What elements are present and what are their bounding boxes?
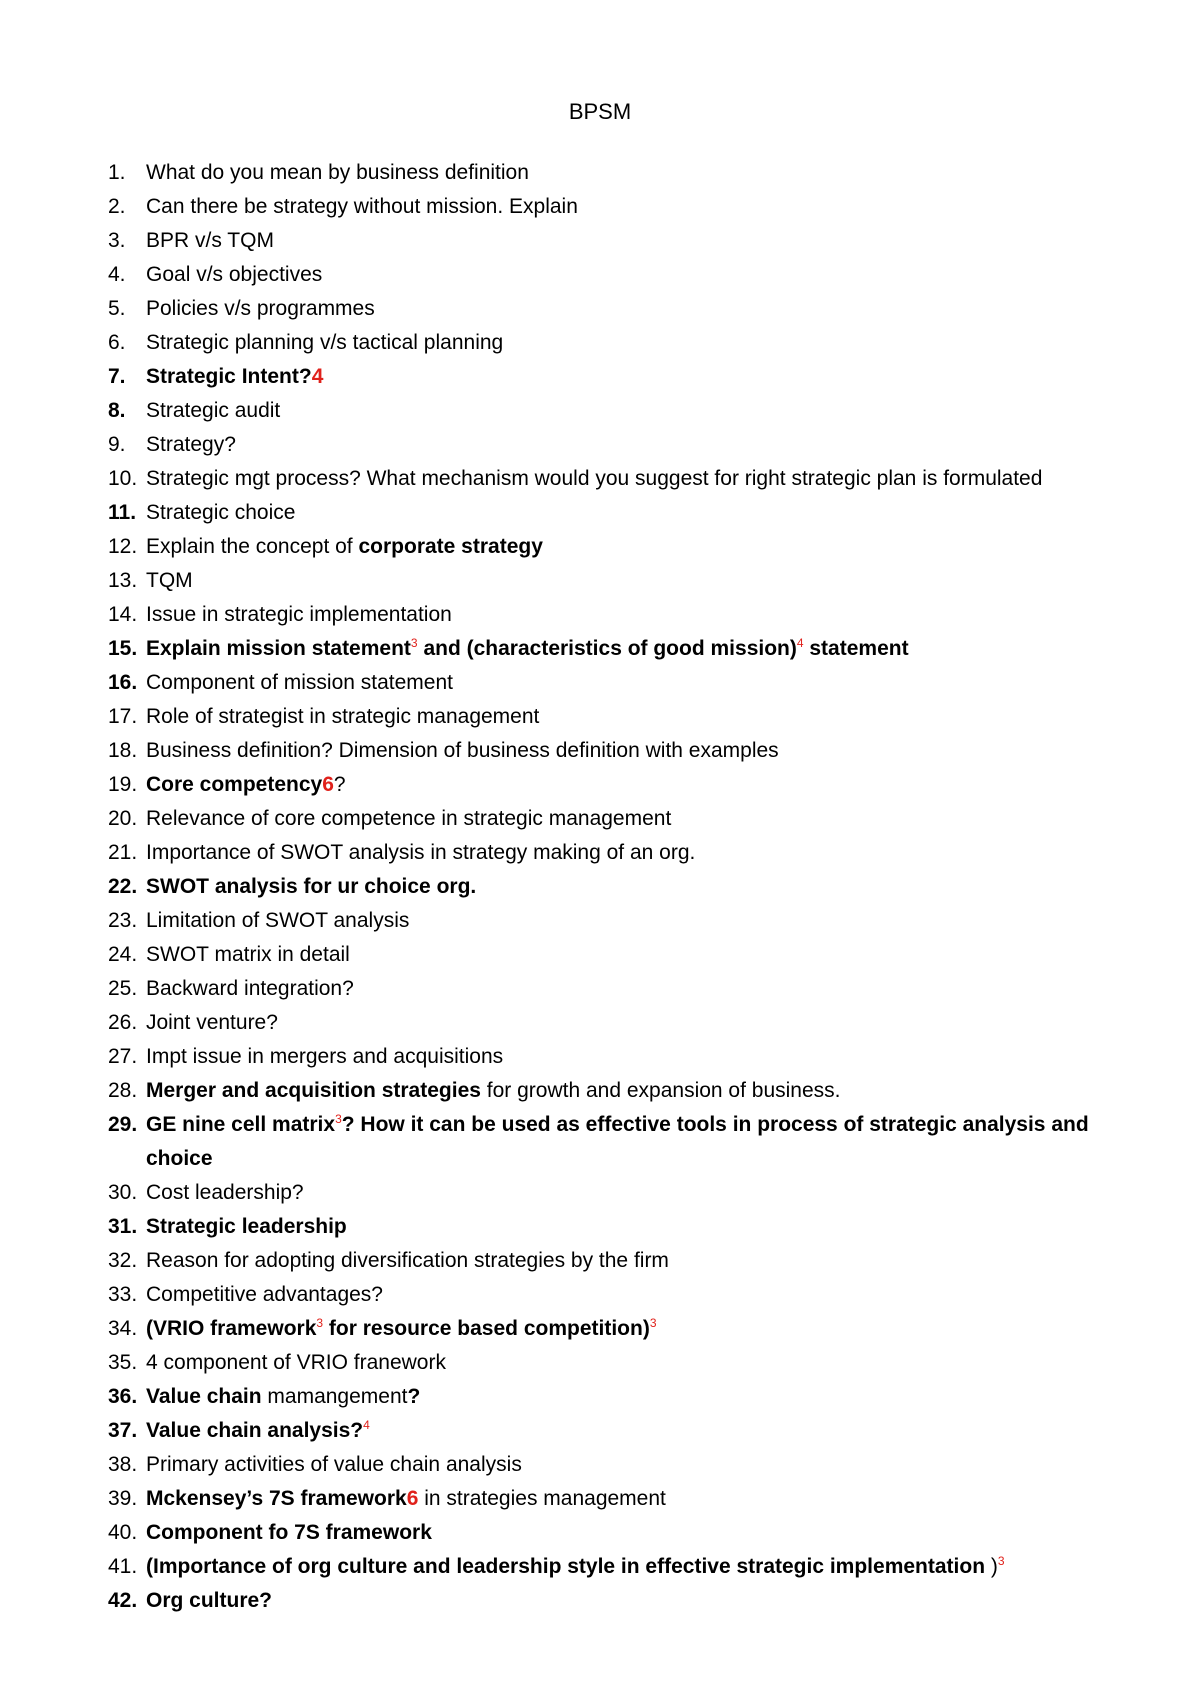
question-text: Reason for adopting diversification strategies by the firm	[146, 1249, 669, 1272]
document-title: BPSM	[568, 99, 632, 124]
question-number: 22.	[108, 875, 138, 898]
question-item	[108, 768, 1108, 802]
question-text: TQM	[146, 569, 193, 592]
question-text: Strategic audit	[146, 399, 281, 422]
question-item	[108, 1414, 1108, 1448]
question-item	[108, 802, 1108, 836]
question-text: Policies v/s programmes	[146, 297, 375, 320]
question-text: and (characteristics of good mission)	[417, 637, 797, 660]
question-number: 26.	[108, 1011, 138, 1034]
question-item	[108, 496, 1108, 530]
question-number: 12.	[108, 535, 138, 558]
question-number: 9.	[108, 433, 126, 456]
question-item	[108, 598, 1108, 632]
question-number: 29.	[108, 1113, 138, 1136]
question-text: in strategies management	[418, 1487, 666, 1510]
question-text: BPR v/s TQM	[146, 229, 274, 252]
question-text: statement	[803, 637, 909, 660]
question-text: Strategic mgt process? What mechanism would you suggest for right strategic plan is formulated	[146, 467, 1043, 490]
question-item	[108, 734, 1108, 768]
question-number: 38.	[108, 1453, 138, 1476]
question-number: 1.	[108, 161, 126, 184]
question-text: )	[985, 1555, 998, 1578]
question-number: 25.	[108, 977, 138, 1000]
question-number: 24.	[108, 943, 138, 966]
question-text: Value chain	[146, 1385, 262, 1408]
question-number: 36.	[108, 1385, 138, 1408]
question-number: 15.	[108, 637, 138, 660]
question-text: Strategy?	[146, 433, 236, 456]
question-text: Org culture?	[146, 1589, 273, 1612]
question-number: 40.	[108, 1521, 138, 1544]
question-text: ? How it can be used as effective tools in process of strategic analysis and choice	[146, 1113, 1089, 1170]
question-text: (VRIO framework	[146, 1317, 317, 1340]
question-number: 20.	[108, 807, 138, 830]
question-text: 4 component of VRIO franework	[146, 1351, 446, 1374]
question-item	[108, 1448, 1108, 1482]
question-item	[108, 326, 1108, 360]
question-text: for growth and expansion of business.	[480, 1079, 841, 1102]
question-item	[108, 972, 1108, 1006]
question-item	[108, 1346, 1108, 1380]
question-number: 23.	[108, 909, 138, 932]
question-item	[108, 1482, 1108, 1516]
mark-superscript: 3	[335, 1112, 342, 1126]
question-text: ?	[333, 773, 346, 796]
question-item	[108, 564, 1108, 598]
question-item	[108, 1210, 1108, 1244]
question-item	[108, 1040, 1108, 1074]
question-number: 7.	[108, 365, 126, 388]
question-text: Issue in strategic implementation	[146, 603, 452, 626]
question-text: Backward integration?	[146, 977, 354, 1000]
question-item	[108, 666, 1108, 700]
question-text: GE nine cell matrix	[146, 1113, 336, 1136]
mark-superscript: 3	[649, 1316, 657, 1330]
question-text: Competitive advantages?	[146, 1283, 383, 1306]
question-text: corporate strategy	[358, 535, 543, 558]
question-number: 37.	[108, 1419, 138, 1442]
question-text: Primary activities of value chain analysis	[146, 1453, 522, 1476]
question-number: 32.	[108, 1249, 138, 1272]
question-number: 33.	[108, 1283, 138, 1306]
question-text: Strategic planning v/s tactical planning	[146, 331, 504, 354]
mark-number: 4	[311, 365, 324, 388]
question-text: Cost leadership?	[146, 1181, 304, 1204]
question-item	[108, 700, 1108, 734]
question-text: (Importance of org culture and leadership style in effective strategic implementation	[146, 1555, 986, 1578]
question-item	[108, 938, 1108, 972]
question-number: 42.	[108, 1589, 138, 1612]
question-number: 11.	[108, 501, 137, 524]
question-text: Mckensey’s 7S framework	[146, 1487, 407, 1510]
question-number: 21.	[108, 841, 138, 864]
question-item	[108, 1516, 1108, 1550]
question-item	[108, 292, 1108, 326]
question-item	[108, 1550, 1108, 1584]
question-item	[108, 394, 1108, 428]
question-text: SWOT analysis for ur choice org.	[146, 875, 477, 898]
question-item	[108, 1312, 1108, 1346]
question-text: Value chain analysis?	[146, 1419, 364, 1442]
question-number: 18.	[108, 739, 138, 762]
mark-superscript: 3	[316, 1316, 324, 1330]
question-item	[108, 1006, 1108, 1040]
question-text: Explain mission statement	[146, 637, 411, 660]
question-list	[108, 156, 1108, 1618]
question-text: Impt issue in mergers and acquisitions	[146, 1045, 504, 1068]
question-text: Explain the concept of	[146, 535, 359, 558]
question-item	[108, 1278, 1108, 1312]
question-number: 28.	[108, 1079, 138, 1102]
question-number: 3.	[108, 229, 126, 252]
question-item	[108, 258, 1108, 292]
question-text: mamangement	[261, 1385, 408, 1408]
question-number: 30.	[108, 1181, 138, 1204]
question-number: 5.	[108, 297, 126, 320]
question-number: 35.	[108, 1351, 138, 1374]
question-text: Business definition? Dimension of business definition with examples	[146, 739, 779, 762]
question-number: 27.	[108, 1045, 138, 1068]
question-item	[108, 1380, 1108, 1414]
mark-number: 6	[406, 1487, 419, 1510]
question-item	[108, 462, 1108, 496]
question-item	[108, 1176, 1108, 1210]
question-text: Can there be strategy without mission. Explain	[146, 195, 578, 218]
question-text: for resource based competition)	[323, 1317, 650, 1340]
question-number: 8.	[108, 399, 126, 422]
question-text: Core competency	[146, 773, 323, 796]
question-text: Relevance of core competence in strategic management	[146, 807, 672, 830]
mark-superscript: 3	[997, 1554, 1005, 1568]
mark-superscript: 4	[363, 1418, 370, 1432]
question-number: 2.	[108, 195, 126, 218]
question-item	[108, 836, 1108, 870]
question-text: Role of strategist in strategic management	[146, 705, 540, 728]
question-number: 31.	[108, 1215, 138, 1238]
question-text: Joint venture?	[146, 1011, 278, 1034]
question-item	[108, 224, 1108, 258]
question-item	[108, 1244, 1108, 1278]
question-item	[108, 632, 1108, 666]
question-number: 41.	[108, 1555, 138, 1578]
mark-superscript: 4	[796, 636, 804, 650]
question-text: Limitation of SWOT analysis	[146, 909, 410, 932]
question-number: 16.	[108, 671, 138, 694]
question-text: Merger and acquisition strategies	[146, 1079, 481, 1102]
question-number: 13.	[108, 569, 138, 592]
question-text: SWOT matrix in detail	[146, 943, 350, 966]
question-number: 14.	[108, 603, 138, 626]
question-number: 34.	[108, 1317, 138, 1340]
mark-number: 6	[322, 773, 334, 796]
question-item	[108, 1108, 1108, 1176]
question-text: Importance of SWOT analysis in strategy making of an org.	[146, 841, 696, 864]
question-text: Goal v/s objectives	[146, 263, 323, 286]
question-text: What do you mean by business definition	[146, 161, 529, 184]
question-item	[108, 428, 1108, 462]
question-number: 10.	[108, 467, 138, 490]
question-item	[108, 870, 1108, 904]
question-item	[108, 530, 1108, 564]
question-text: Strategic choice	[146, 501, 296, 524]
question-text: Strategic leadership	[146, 1215, 347, 1238]
mark-superscript: 3	[410, 636, 418, 650]
question-text: Strategic Intent?	[146, 365, 312, 388]
question-text: ?	[407, 1385, 421, 1408]
question-text: Component of mission statement	[146, 671, 453, 694]
question-item	[108, 1584, 1108, 1618]
question-item	[108, 190, 1108, 224]
question-number: 17.	[108, 705, 138, 728]
question-item	[108, 360, 1108, 394]
question-number: 6.	[108, 331, 126, 354]
question-item	[108, 904, 1108, 938]
question-text: Component fo 7S framework	[146, 1521, 432, 1544]
question-item	[108, 1074, 1108, 1108]
question-item	[108, 156, 1108, 190]
question-number: 39.	[108, 1487, 138, 1510]
question-number: 19.	[108, 773, 138, 796]
question-number: 4.	[108, 263, 126, 286]
